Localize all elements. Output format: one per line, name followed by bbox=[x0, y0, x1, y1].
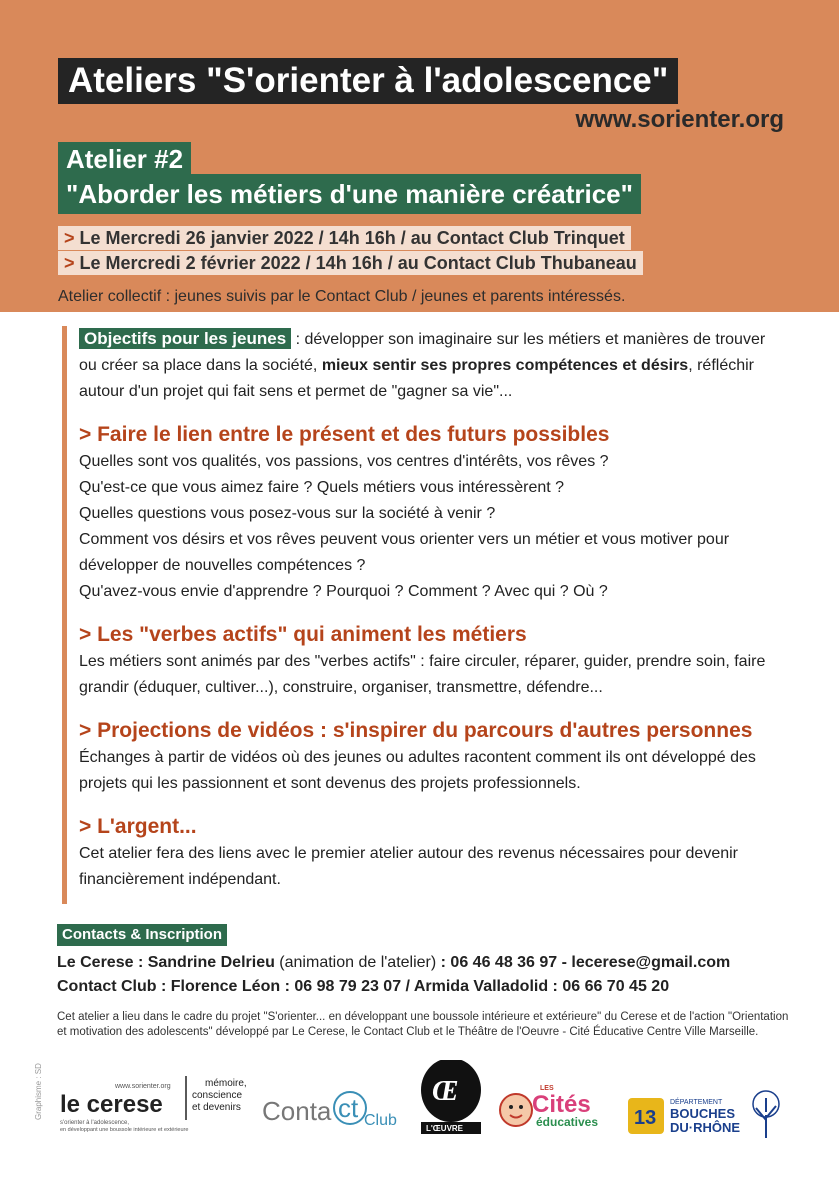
footnote: Cet atelier a lieu dans le cadre du projet "S'orienter... en développant une boussole intérieure et extérieure" du Cerese et de l'action "Orientation et motivation des adolescents" développé par Le Cerese, le Contact Club et le Théâtre de l'Oeuvre - Cité Éducative Centre Ville Marseille. bbox=[57, 1011, 789, 1038]
svg-text:Œ: Œ bbox=[432, 1076, 459, 1107]
section-heading-present-futures: > Faire le lien entre le présent et des futurs possibles bbox=[79, 423, 610, 446]
dept-name2: DU·RHÔNE bbox=[670, 1120, 741, 1135]
date-text: Le Mercredi 2 février 2022 / 14h 16h / au Contact Club Thubaneau bbox=[79, 253, 637, 273]
section-line: Comment vos désirs et vos rêves peuvent vous orienter vers un métier et vous motiver pour développer de nouvelles compétences ? bbox=[79, 531, 730, 574]
section-line: Qu'avez-vous envie d'apprendre ? Pourquoi ? Comment ? Avec qui ? Où ? bbox=[79, 583, 608, 600]
program-content bbox=[62, 326, 782, 904]
cerese-tag1: mémoire, bbox=[205, 1078, 247, 1089]
contact-club: Club bbox=[364, 1112, 397, 1129]
contact-cerese-name: Le Cerese : Sandrine Delrieu bbox=[57, 954, 275, 971]
cites-les: LES bbox=[540, 1085, 554, 1092]
contact-ct: ct bbox=[338, 1093, 359, 1123]
contact-cerese-role: (animation de l'atelier) bbox=[274, 954, 441, 971]
contact-line-cerese bbox=[57, 951, 730, 975]
contact-lines bbox=[57, 951, 730, 999]
partner-logos bbox=[0, 1060, 839, 1170]
atelier-title: "Aborder les métiers d'une manière créatrice" bbox=[58, 174, 641, 214]
cerese-logo bbox=[60, 1076, 247, 1133]
oeuvre-text: L'ŒUVRE bbox=[426, 1124, 464, 1133]
section-line: Qu'est-ce que vous aimez faire ? Quels métiers vous intéressèrent ? bbox=[79, 479, 565, 496]
objectives-text-b: , réfléchir autour d'un projet qui fait sens et permet de "gagner sa vie"... bbox=[79, 357, 754, 400]
section-heading-verbes-actifs: > Les "verbes actifs" qui animent les métiers bbox=[79, 623, 527, 646]
section-line: Quelles questions vous posez-vous sur la société à venir ? bbox=[79, 505, 496, 522]
website-link[interactable]: www.sorienter.org bbox=[575, 106, 784, 133]
contact-a: Conta bbox=[262, 1096, 332, 1126]
arrow-icon: > bbox=[64, 228, 75, 248]
objectives-paragraph bbox=[79, 326, 782, 405]
header-band bbox=[0, 0, 839, 312]
date-text: Le Mercredi 26 janvier 2022 / 14h 16h / au Contact Club Trinquet bbox=[79, 228, 625, 248]
cites-sub: éducatives bbox=[536, 1115, 599, 1129]
cerese-sub2: en développant une boussole intérieure et extérieure bbox=[60, 1127, 189, 1133]
cites-educatives-logo bbox=[500, 1085, 598, 1129]
date-line-2 bbox=[58, 251, 643, 275]
cerese-tag2: conscience bbox=[192, 1090, 243, 1101]
oeuvre-logo bbox=[421, 1060, 481, 1134]
departement-logo bbox=[628, 1091, 779, 1138]
cerese-name: le cerese bbox=[60, 1091, 163, 1118]
graphic-credit: Graphisme : SD bbox=[34, 1063, 43, 1120]
objectives-text-a: : développer son imaginaire sur les métiers et manières de trouver ou créer sa place dans la société, bbox=[79, 331, 766, 374]
contact-club-logo bbox=[262, 1092, 397, 1129]
date-line-1 bbox=[58, 226, 631, 250]
contact-cerese-details[interactable]: : 06 46 48 36 97 - lecerese@gmail.com bbox=[440, 954, 731, 971]
section-line: Cet atelier fera des liens avec le premier atelier autour des revenus nécessaires pour devenir financièrement indépendant. bbox=[79, 845, 739, 888]
section-line: Quelles sont vos qualités, vos passions, vos centres d'intérêts, vos rêves ? bbox=[79, 453, 609, 470]
section-line: Les métiers sont animés par des "verbes actifs" : faire circuler, réparer, guider, prendre soin, faire grandir (éduquer, cultiver...), construire, organiser, transmettre, défendre... bbox=[79, 653, 766, 696]
cites-title: Cités bbox=[532, 1091, 591, 1118]
audience-note: Atelier collectif : jeunes suivis par le Contact Club / jeunes et parents intéressés. bbox=[58, 288, 626, 305]
cerese-site: www.sorienter.org bbox=[115, 1083, 171, 1090]
dept-label: DÉPARTEMENT bbox=[670, 1099, 723, 1106]
cerese-sub1: s'orienter à l'adolescence, bbox=[60, 1120, 129, 1126]
objectives-label: Objectifs pour les jeunes bbox=[79, 328, 291, 349]
objectives-bold: mieux sentir ses propres compétences et désirs bbox=[321, 357, 689, 374]
section-heading-videos: > Projections de vidéos : s'inspirer du parcours d'autres personnes bbox=[79, 719, 753, 742]
atelier-number: Atelier #2 bbox=[58, 142, 191, 176]
dept-name1: BOUCHES bbox=[670, 1106, 736, 1121]
arrow-icon: > bbox=[64, 253, 75, 273]
page-title: Ateliers "S'orienter à l'adolescence" bbox=[58, 58, 678, 104]
cerese-tag3: et devenirs bbox=[192, 1102, 241, 1113]
section-line: Échanges à partir de vidéos où des jeunes ou adultes racontent comment ils ont développé des projets qui les passionnent et sont devenus des projets professionnels. bbox=[79, 749, 756, 792]
contact-line-club bbox=[57, 975, 730, 999]
contacts-label: Contacts & Inscription bbox=[57, 924, 227, 946]
contact-club-details[interactable]: Contact Club : Florence Léon : 06 98 79 23 07 / Armida Valladolid : 06 66 70 45 20 bbox=[57, 978, 670, 995]
dept-number: 13 bbox=[634, 1107, 657, 1129]
section-heading-argent: > L'argent... bbox=[79, 815, 197, 838]
